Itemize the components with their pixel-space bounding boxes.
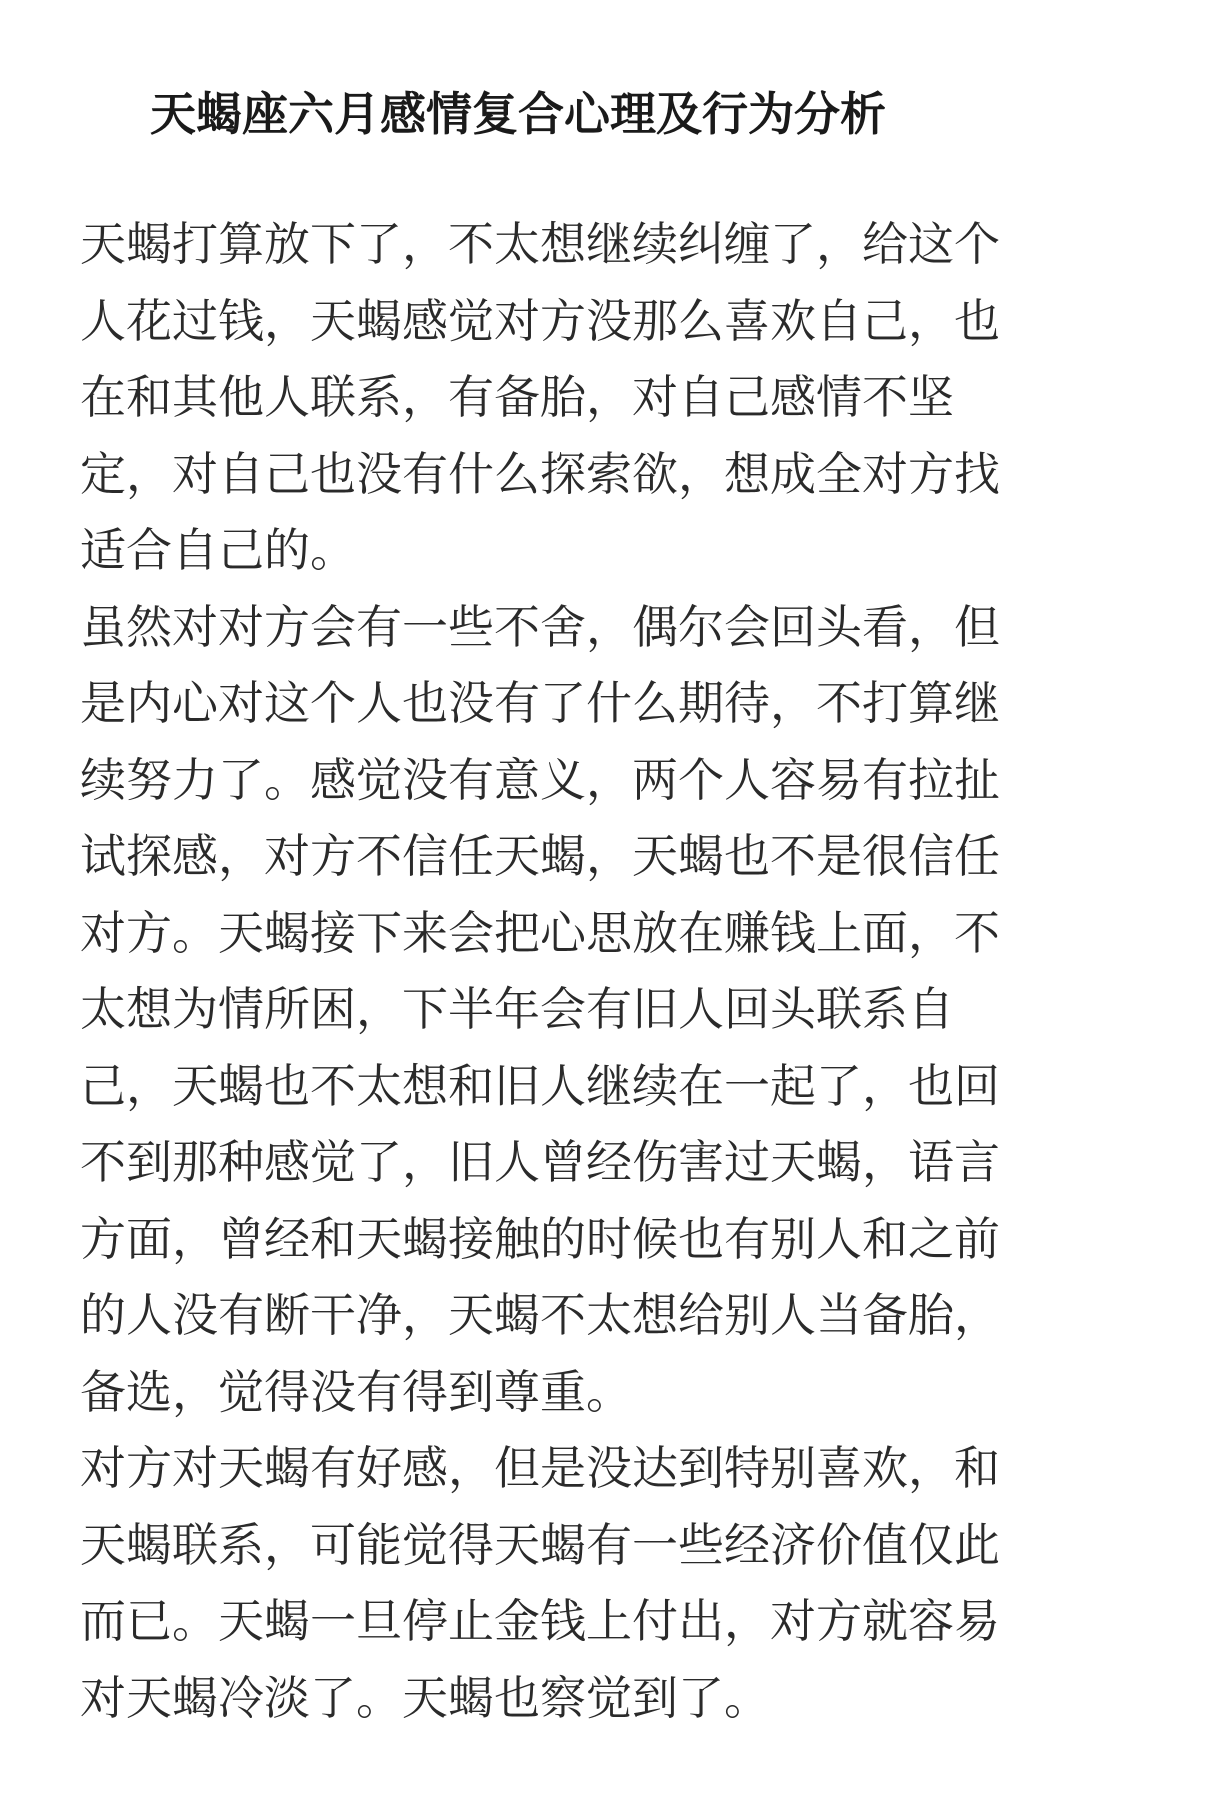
text-line: 方面，曾经和天蝎接触的时候也有别人和之前 [80, 1211, 1000, 1266]
text-line: 的人没有断干净，天蝎不太想给别人当备胎， [80, 1288, 1000, 1342]
article-title: 天蝎座六月感情复合心理及行为分析 [150, 87, 886, 141]
article-body [80, 206, 1080, 1736]
text-line: 续努力了。感觉没有意义，两个人容易有拉扯 [80, 752, 1000, 807]
text-line: 天蝎打算放下了，不太想继续纠缠了，给这个 [80, 217, 1000, 271]
text-line: 太想为情所困，下半年会有旧人回头联系自 [80, 982, 954, 1036]
text-line: 人花过钱，天蝎感觉对方没那么喜欢自己，也 [80, 293, 1000, 348]
paragraph-1 [80, 206, 1080, 589]
text-line: 定，对自己也没有什么探索欲，想成全对方找 [80, 446, 1000, 501]
text-line: 对方对天蝎有好感，但是没达到特别喜欢，和 [80, 1441, 1000, 1495]
text-line: 虽然对对方会有一些不舍，偶尔会回头看，但 [80, 599, 1000, 654]
text-line: 适合自己的。 [80, 523, 356, 577]
paragraph-3 [80, 1430, 1080, 1736]
paragraph-2 [80, 589, 1080, 1431]
text-line: 不到那种感觉了，旧人曾经伤害过天蝎，语言 [80, 1135, 1000, 1189]
text-line: 而已。天蝎一旦停止金钱上付出，对方就容易 [80, 1594, 1000, 1648]
text-line: 对方。天蝎接下来会把心思放在赚钱上面，不 [80, 905, 1000, 960]
text-line: 己，天蝎也不太想和旧人继续在一起了，也回 [80, 1058, 1000, 1113]
text-line: 天蝎联系，可能觉得天蝎有一些经济价值仅此 [80, 1517, 1000, 1572]
text-line: 对天蝎冷淡了。天蝎也察觉到了。 [80, 1670, 770, 1725]
text-line: 在和其他人联系，有备胎，对自己感情不坚 [80, 370, 954, 424]
text-line: 试探感，对方不信任天蝎，天蝎也不是很信任 [80, 829, 1000, 883]
text-line: 是内心对这个人也没有了什么期待，不打算继 [80, 676, 1000, 730]
text-line: 备选，觉得没有得到尊重。 [80, 1364, 632, 1419]
